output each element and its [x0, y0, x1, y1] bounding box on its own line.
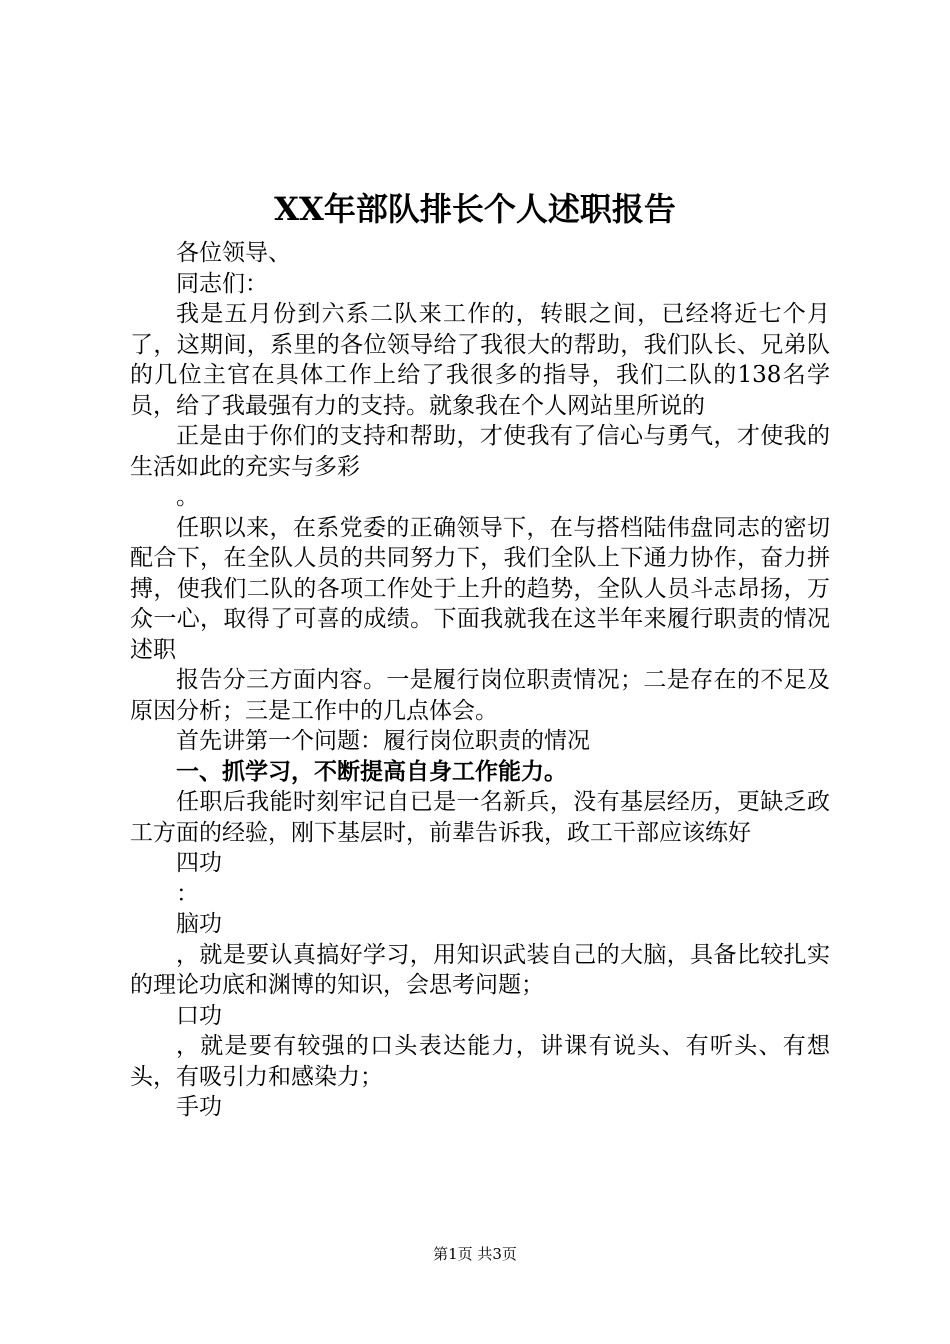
paragraph-hand-skill: 手功 — [176, 1094, 222, 1120]
page-footer — [0, 1244, 950, 1264]
document-title: XX年部队排长个人述职报告 — [274, 190, 676, 228]
paragraph-first-topic: 首先讲第一个问题：履行岗位职责的情况 — [176, 728, 590, 754]
paragraph-salutation-leaders: 各位领导、 — [176, 240, 291, 266]
paragraph-new-soldier: 任职后我能时刻牢记自已是一名新兵，没有基层经历，更缺乏政工方面的经验，刚下基层时，前辈告诉我，政工干部应该练好 — [130, 789, 830, 846]
paragraph-overview: 任职以来，在系党委的正确领导下，在与搭档陆伟盘同志的密切配合下，在全队人员的共同努力下，我们全队上下通力协作，奋力拼搏，使我们二队的各项工作处于上升的趋势，全队人员斗志昂扬，万众一心，取得了可喜的成绩。下面我就我在这半年来履行职责的情况述职 — [130, 514, 830, 663]
document-body — [130, 238, 830, 1123]
paragraph-salutation-comrades: 同志们： — [176, 270, 268, 297]
section-heading-study: 一、抓学习，不断提高自身工作能力。 — [176, 758, 567, 785]
paragraph-mouth-skill: 口功 — [176, 1002, 222, 1029]
paragraph-colon: ： — [176, 880, 199, 907]
paragraph-report-structure: 报告分三方面内容。一是履行岗位职责情况；二是存在的不足及原因分析；三是工作中的几点体会。 — [130, 667, 830, 724]
paragraph-period: 。 — [176, 484, 199, 510]
paragraph-four-skills: 四功 — [176, 850, 222, 876]
paragraph-thanks: 正是由于你们的支持和帮助，才使我有了信心与勇气，才使我的生活如此的充实与多彩 — [130, 423, 830, 480]
paragraph-intro: 我是五月份到六系二队来工作的，转眼之间，已经将近七个月了，这期间，系里的各位领导给了我很大的帮助，我们队长、兄弟队的几位主官在具体工作上给了我很多的指导，我们二队的138名学员，给了我最强有力的支持。就象我在个人网站里所说的 — [130, 301, 830, 419]
paragraph-brain-skill-desc: ，就是要认真搞好学习，用知识武装自己的大脑，具备比较扎实的理论功底和渊博的知识，会思考问题； — [130, 941, 830, 998]
paragraph-brain-skill: 脑功 — [176, 911, 222, 937]
paragraph-mouth-skill-desc: ，就是要有较强的口头表达能力，讲课有说头、有听头、有想头，有吸引力和感染力； — [130, 1033, 830, 1090]
page-indicator: 第1页 共3页 — [433, 1245, 517, 1263]
